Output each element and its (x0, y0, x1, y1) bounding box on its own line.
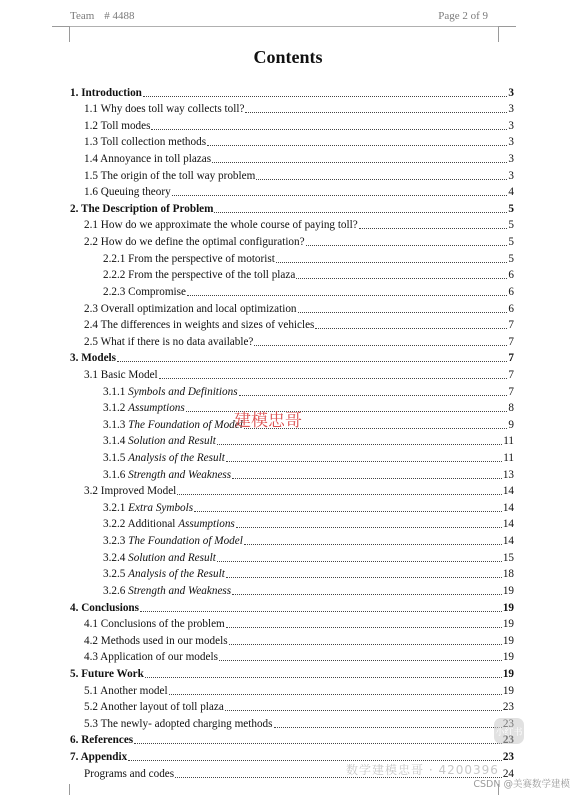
toc-entry-number: 3.1.2 (103, 402, 126, 415)
toc-page-number: 5 (508, 236, 514, 249)
toc-page-number: 19 (502, 634, 514, 647)
toc-entry[interactable] (70, 731, 514, 748)
toc-entry-label: 5. Future Work (70, 667, 144, 680)
toc-page-number: 7 (508, 368, 514, 381)
toc-entry[interactable] (70, 448, 514, 465)
toc-page-number: 14 (502, 485, 514, 498)
toc-leader-dots (226, 577, 502, 578)
toc-page-number: 3 (508, 119, 514, 132)
toc-page-number: 7 (508, 335, 514, 348)
toc-entry-number: 3.1.3 (103, 418, 126, 431)
toc-entry-label (103, 418, 243, 432)
toc-entry-label: 1.3 Toll collection methods (84, 136, 207, 149)
header-team-label: Team (70, 10, 95, 22)
toc-leader-dots (214, 212, 507, 213)
table-of-contents (70, 83, 514, 781)
toc-entry[interactable] (70, 615, 514, 632)
toc-entry-label: 5.3 The newly- adopted charging methods (84, 717, 273, 730)
toc-entry[interactable] (70, 681, 514, 698)
toc-leader-dots (177, 494, 502, 495)
toc-entry-label: 2.2.1 From the perspective of motorist (103, 252, 275, 265)
toc-entry-title-part: Assumptions (178, 518, 235, 531)
toc-entry[interactable] (70, 565, 514, 582)
toc-entry[interactable] (70, 548, 514, 565)
toc-entry-label: 2.1 How do we approximate the whole course of paying toll? (84, 219, 358, 232)
toc-page-number: 14 (502, 518, 514, 531)
toc-entry-label: 4.1 Conclusions of the problem (84, 618, 225, 631)
csdn-credit: CSDN @美赛数学建模 (473, 779, 570, 790)
overlay-watermark: 数学建模忠哥 · 4200396 (346, 763, 499, 777)
toc-page-number: 3 (508, 86, 514, 99)
toc-page-number: 24 (502, 767, 514, 780)
toc-entry[interactable] (70, 116, 514, 133)
toc-entry[interactable] (70, 316, 514, 333)
toc-leader-dots (254, 345, 507, 346)
toc-entry-label: 7. Appendix (70, 750, 128, 763)
toc-entry-label: 1.4 Annoyance in toll plazas (84, 153, 212, 166)
toc-entry[interactable] (70, 299, 514, 316)
toc-leader-dots (315, 328, 507, 329)
toc-page-number: 3 (508, 103, 514, 116)
toc-leader-dots (217, 561, 502, 562)
toc-page-number: 14 (502, 501, 514, 514)
crop-mark (498, 26, 499, 42)
toc-leader-dots (298, 312, 508, 313)
toc-leader-dots (219, 660, 502, 661)
toc-page-number: 7 (508, 319, 514, 332)
toc-entry[interactable] (70, 498, 514, 515)
toc-entry-title: The Foundation of Model (128, 418, 243, 431)
toc-leader-dots (296, 278, 507, 279)
toc-leader-dots (212, 162, 507, 163)
toc-entry-label: 5.1 Another model (84, 684, 168, 697)
toc-entry[interactable] (70, 249, 514, 266)
toc-entry[interactable] (70, 598, 514, 615)
toc-leader-dots (207, 145, 507, 146)
toc-page-number: 3 (508, 153, 514, 166)
crop-mark (52, 26, 70, 27)
toc-page-number: 18 (502, 568, 514, 581)
toc-page-number: 23 (502, 701, 514, 714)
toc-leader-dots (232, 478, 502, 479)
toc-entry-label: 2. The Description of Problem (70, 202, 214, 215)
toc-entry[interactable] (70, 83, 514, 100)
toc-entry[interactable] (70, 648, 514, 665)
toc-page-number: 5 (508, 219, 514, 232)
toc-page-number: 15 (502, 551, 514, 564)
toc-entry-label (103, 468, 231, 482)
toc-page-number: 11 (503, 452, 514, 465)
toc-entry-label: 6. References (70, 734, 134, 747)
toc-page-number: 19 (502, 684, 514, 697)
toc-leader-dots (226, 627, 502, 628)
toc-entry-label (103, 501, 193, 515)
toc-entry[interactable] (70, 432, 514, 449)
toc-entry[interactable] (70, 100, 514, 117)
toc-entry[interactable] (70, 581, 514, 598)
toc-entry[interactable] (70, 282, 514, 299)
toc-leader-dots (159, 378, 508, 379)
toc-leader-dots (226, 461, 502, 462)
toc-leader-dots (169, 694, 502, 695)
crop-mark (69, 784, 70, 795)
toc-entry[interactable] (70, 183, 514, 200)
toc-page-number: 7 (508, 385, 514, 398)
toc-entry-label (103, 517, 235, 531)
toc-entry-label (103, 451, 225, 465)
toc-entry[interactable] (70, 382, 514, 399)
toc-leader-dots (194, 511, 502, 512)
toc-entry-label: 3. Models (70, 352, 116, 365)
toc-entry[interactable] (70, 266, 514, 283)
crop-mark (69, 26, 70, 42)
header-rule (70, 26, 498, 27)
toc-entry-number: 3.2.4 (103, 551, 126, 564)
toc-entry-label: 2.3 Overall optimization and local optimization (84, 302, 297, 315)
toc-entry-title: Strength and Weakness (128, 468, 232, 481)
toc-page-number: 6 (508, 302, 514, 315)
toc-leader-dots (232, 594, 502, 595)
toc-entry[interactable] (70, 133, 514, 150)
toc-entry-number: 3.2.6 (103, 584, 126, 597)
toc-entry-label (103, 401, 185, 415)
toc-page-number: 7 (508, 352, 514, 365)
toc-leader-dots (306, 245, 508, 246)
toc-page-number: 19 (502, 667, 514, 680)
toc-entry-label (103, 567, 225, 581)
toc-entry[interactable] (70, 232, 514, 249)
toc-page-number: 6 (508, 269, 514, 282)
toc-leader-dots (172, 195, 508, 196)
toc-leader-dots (229, 644, 502, 645)
toc-page-number: 3 (508, 169, 514, 182)
toc-entry-label (103, 584, 231, 598)
toc-page-number: 19 (502, 651, 514, 664)
toc-entry-label (103, 551, 216, 565)
toc-entry-title: Analysis of the Result (128, 568, 225, 581)
toc-entry[interactable] (70, 531, 514, 548)
toc-entry[interactable] (70, 714, 514, 731)
toc-entry[interactable] (70, 631, 514, 648)
toc-entry-number: 3.1.6 (103, 468, 126, 481)
toc-entry[interactable] (70, 365, 514, 382)
toc-entry[interactable] (70, 465, 514, 482)
toc-page-number: 19 (502, 601, 514, 614)
page-title: Contents (253, 47, 323, 67)
toc-entry-title: Symbols and Definitions (128, 385, 238, 398)
toc-entry-number: 3.2.3 (103, 535, 126, 548)
toc-page-number: 19 (502, 618, 514, 631)
toc-leader-dots (217, 444, 502, 445)
toc-leader-dots (245, 112, 507, 113)
header-team-number: # 4488 (104, 10, 135, 22)
toc-leader-dots (239, 395, 508, 396)
header-page-info: Page 2 of 9 (438, 10, 488, 22)
toc-entry-label: 1. Introduction (70, 86, 142, 99)
toc-leader-dots (140, 611, 502, 612)
toc-entry-title: Solution and Result (128, 551, 216, 564)
toc-entry-label: Programs and codes (84, 767, 175, 780)
toc-entry-number: 3.2.1 (103, 501, 126, 514)
toc-leader-dots (274, 727, 502, 728)
toc-page-number: 19 (502, 584, 514, 597)
toc-entry-title: The Foundation of Model (128, 535, 243, 548)
toc-entry[interactable] (70, 664, 514, 681)
toc-page-number: 13 (502, 468, 514, 481)
toc-leader-dots (145, 677, 502, 678)
toc-entry-label (103, 534, 243, 548)
toc-entry-label: 3.1 Basic Model (84, 368, 158, 381)
toc-entry-label: 2.4 The differences in weights and sizes of vehicles (84, 319, 315, 332)
toc-entry-label: 2.2 How do we define the optimal configuration? (84, 236, 305, 249)
toc-entry-label: 2.2.3 Compromise (103, 285, 186, 298)
toc-entry-title: Analysis of the Result (128, 452, 225, 465)
toc-leader-dots (187, 295, 507, 296)
toc-entry-title: Assumptions (128, 402, 185, 415)
toc-entry-label (103, 434, 216, 448)
toc-entry-label: 4. Conclusions (70, 601, 140, 614)
toc-page-number: 14 (502, 535, 514, 548)
toc-page-number: 5 (508, 252, 514, 265)
toc-entry-label: 3.2 Improved Model (84, 485, 177, 498)
toc-entry[interactable] (70, 332, 514, 349)
toc-page-number: 23 (502, 750, 514, 763)
toc-entry[interactable] (70, 149, 514, 166)
toc-entry-label: 2.5 What if there is no data available? (84, 335, 254, 348)
toc-entry-title: Strength and Weakness (128, 584, 232, 597)
xiaohongshu-logo: 小红书 (494, 718, 524, 744)
toc-leader-dots (225, 710, 502, 711)
toc-entry-title: Extra Symbols (128, 501, 194, 514)
crop-mark (498, 26, 516, 27)
toc-leader-dots (143, 96, 508, 97)
toc-leader-dots (359, 228, 508, 229)
toc-entry-label: 1.1 Why does toll way collects toll? (84, 103, 245, 116)
toc-entry-title: Additional (127, 518, 176, 531)
toc-entry-title: Solution and Result (128, 435, 216, 448)
toc-leader-dots (256, 179, 507, 180)
toc-leader-dots (151, 129, 507, 130)
toc-page-number: 5 (508, 202, 514, 215)
toc-entry-label: 1.2 Toll modes (84, 119, 151, 132)
watermark: 建模忠哥 (234, 411, 302, 431)
toc-leader-dots (276, 262, 508, 263)
toc-entry[interactable] (70, 698, 514, 715)
toc-leader-dots (236, 527, 502, 528)
toc-page-number: 3 (508, 136, 514, 149)
toc-leader-dots (244, 544, 502, 545)
toc-entry-label: 4.3 Application of our models (84, 651, 218, 664)
toc-page-number: 6 (508, 285, 514, 298)
toc-page-number: 11 (503, 435, 514, 448)
toc-entry[interactable] (70, 216, 514, 233)
toc-entry[interactable] (70, 199, 514, 216)
toc-entry-label (103, 385, 238, 399)
toc-page-number: 8 (508, 402, 514, 415)
toc-entry[interactable] (70, 515, 514, 532)
toc-entry-number: 3.2.5 (103, 568, 126, 581)
toc-entry-number: 3.1.5 (103, 452, 126, 465)
toc-entry-number: 3.1.4 (103, 435, 126, 448)
toc-entry-number: 3.1.1 (103, 385, 126, 398)
toc-entry-label: 4.2 Methods used in our models (84, 634, 228, 647)
toc-entry-label: 1.5 The origin of the toll way problem (84, 169, 256, 182)
toc-leader-dots (117, 361, 507, 362)
toc-entry-label: 5.2 Another layout of toll plaza (84, 701, 224, 714)
header-team (70, 10, 135, 22)
toc-entry[interactable] (70, 349, 514, 366)
toc-leader-dots (134, 743, 502, 744)
toc-page-number: 4 (508, 186, 514, 199)
toc-entry[interactable] (70, 166, 514, 183)
toc-entry-number: 3.2.2 (103, 518, 126, 531)
toc-entry-label: 2.2.2 From the perspective of the toll plaza (103, 269, 296, 282)
toc-entry-label: 1.6 Queuing theory (84, 186, 171, 199)
toc-entry[interactable] (70, 482, 514, 499)
toc-page-number: 9 (508, 418, 514, 431)
